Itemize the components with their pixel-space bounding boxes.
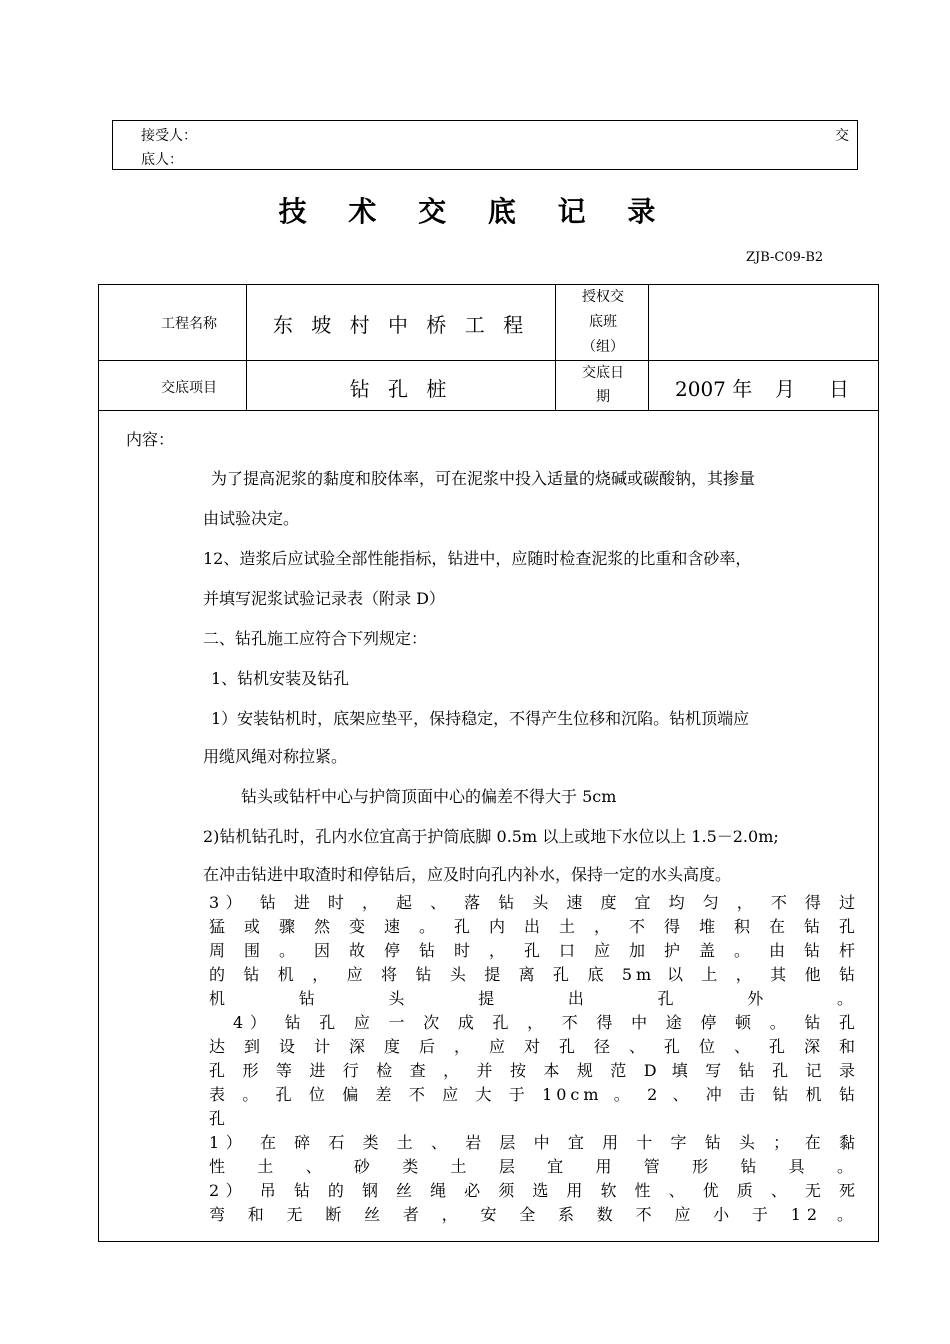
date-day: 日	[829, 377, 849, 401]
content-line-7: 1）安装钻机时，底架应垫平，保持稳定，不得产生位移和沉陷。钻机顶端应	[211, 709, 750, 728]
row-divider-1	[99, 360, 878, 361]
item-value: 钻 孔 桩	[349, 377, 453, 401]
content-line-5: 二、钻孔施工应符合下列规定：	[203, 629, 428, 648]
project-name-value: 东 坡 村 中 桥 工 程	[272, 313, 530, 337]
spaced-line: 表 。 孔 位 偏 差 不 应 大 于 10cm 。 2 、 冲 击 钻 机 钻	[209, 1085, 859, 1104]
project-name-label: 工程名称	[161, 316, 217, 332]
content-line-3: 12、造浆后应试验全部性能指标，钻进中，应随时检查泥浆的比重和含砂率，	[203, 549, 752, 568]
authorized-team-label-3: （组）	[582, 339, 624, 355]
date-label-1: 交底日	[582, 365, 624, 381]
content-line-2: 由试验决定。	[203, 509, 300, 528]
date-label-2: 期	[596, 389, 610, 405]
spaced-line: 猛 或 骤 然 变 速 。 孔 内 出 土 ， 不 得 堆 积 在 钻 孔	[209, 917, 859, 936]
content-line-9: 钻头或钻杆中心与护筒顶面中心的偏差不得大于 5cm	[241, 787, 617, 806]
record-table	[98, 284, 879, 1242]
date-month: 月	[775, 377, 795, 401]
spaced-line: 机 钻 头 提 出 孔 外 。	[209, 989, 859, 1008]
content-line-11: 在冲击钻进中取渣时和停钻后，应及时向孔内补水，保持一定的水头高度。	[203, 865, 732, 884]
authorized-team-label-2: 底班	[589, 314, 617, 330]
content-line-4: 并填写泥浆试验记录表（附录 D）	[203, 589, 445, 608]
signature-box	[112, 120, 858, 170]
content-line-6: 1、钻机安装及钻孔	[211, 669, 350, 688]
spaced-line: 4） 钻 孔 应 一 次 成 孔 ， 不 得 中 途 停 顿 。 钻 孔	[233, 1013, 859, 1032]
spaced-line: 弯 和 无 断 丝 者 ， 安 全 系 数 不 应 小 于 12 。	[209, 1205, 859, 1224]
spaced-line: 性 土 、 砂 类 土 层 宜 用 管 形 钻 具 。	[209, 1157, 859, 1176]
content-line-10: 2)钻机钻孔时，孔内水位宜高于护筒底脚 0.5m 以上或地下水位以上 1.5－2.0m;	[203, 827, 779, 846]
spaced-line: 孔 形 等 进 行 检 查 ， 并 按 本 规 范 D 填 写 钻 孔 记 录	[209, 1061, 859, 1080]
content-label: 内容：	[126, 430, 175, 449]
receiver-label: 接受人：	[141, 128, 197, 144]
spaced-line: 1） 在 碎 石 类 土 、 岩 层 中 宜 用 十 字 钻 头 ； 在 黏	[209, 1133, 859, 1152]
item-label: 交底项目	[161, 380, 217, 396]
handover-char: 交	[835, 128, 849, 144]
date-year: 2007 年	[675, 377, 753, 401]
spaced-line: 达 到 设 计 深 度 后 ， 应 对 孔 径 、 孔 位 、 孔 深 和	[209, 1037, 859, 1056]
document-code: ZJB-C09-B2	[746, 250, 824, 265]
spaced-line: 孔	[209, 1109, 230, 1128]
row-divider-2	[99, 410, 878, 411]
col-divider-3	[648, 285, 649, 410]
authorized-team-label-1: 授权交	[582, 289, 624, 305]
col-divider-2	[555, 285, 556, 410]
spaced-line: 2） 吊 钻 的 钢 丝 绳 必 须 选 用 软 性 、 优 质 、 无 死	[209, 1181, 859, 1200]
content-line-1: 为了提高泥浆的黏度和胶体率，可在泥浆中投入适量的烧碱或碳酸钠，其掺量	[211, 469, 756, 488]
content-line-8: 用缆风绳对称拉紧。	[203, 747, 348, 766]
spaced-line: 周 围 。 因 故 停 钻 时 ， 孔 口 应 加 护 盖 。 由 钻 杆	[209, 941, 859, 960]
page-title: 技 术 交 底 记 录	[278, 195, 672, 228]
handover-label: 底人：	[141, 152, 183, 168]
spaced-line: 3） 钻 进 时 ， 起 、 落 钻 头 速 度 宜 均 匀 ， 不 得 过	[209, 893, 859, 912]
spaced-paragraph-block	[209, 891, 859, 1227]
spaced-line: 的 钻 机 ， 应 将 钻 头 提 离 孔 底 5m 以 上 ， 其 他 钻	[209, 965, 859, 984]
